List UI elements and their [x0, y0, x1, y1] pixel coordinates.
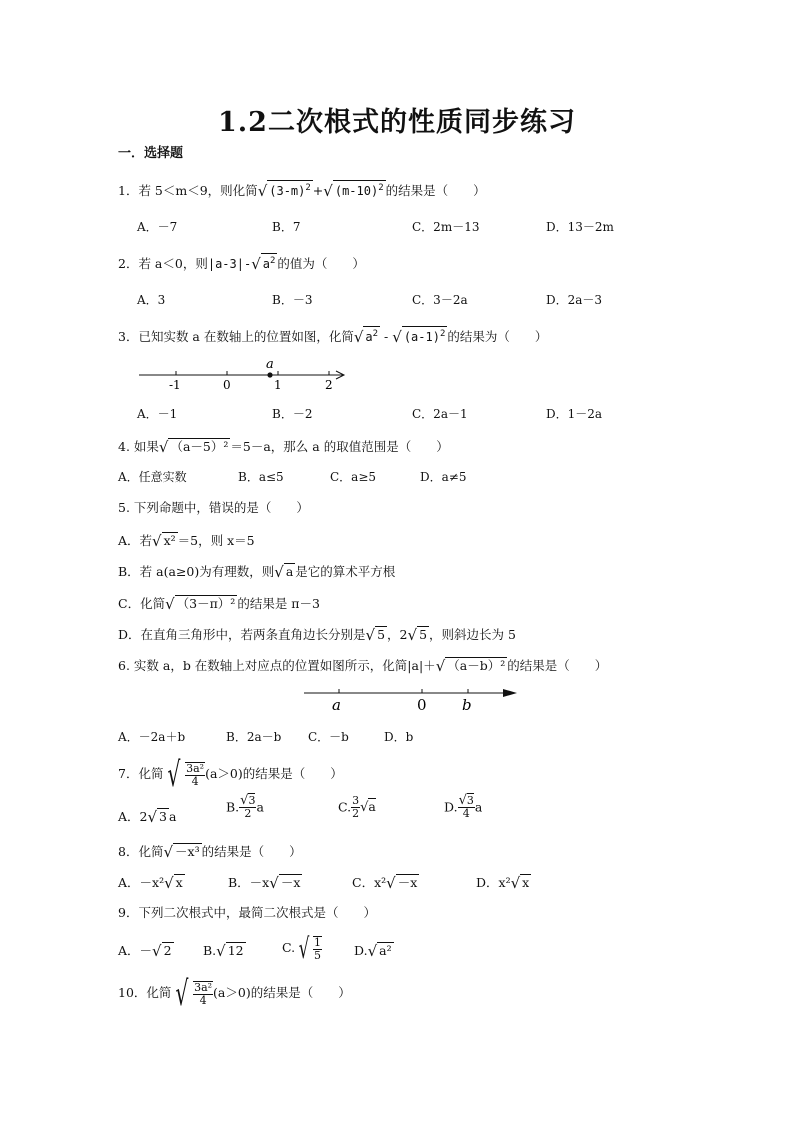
tick-label: 0	[223, 378, 231, 392]
radical-icon: √	[510, 874, 521, 892]
section-heading: 一．选择题	[118, 146, 184, 161]
question-2	[118, 253, 365, 272]
q10-fraction: $\frac{\text{3a²}}{4}$	[194, 980, 213, 1007]
radical-icon: √	[163, 843, 174, 861]
radical-icon: √	[353, 328, 364, 346]
question-5: 5. 下列命题中，错误的是（ ）	[118, 500, 309, 515]
point-a	[267, 372, 272, 377]
q8-radicand: －x³	[175, 844, 200, 859]
q6-option-d[interactable]: D．b	[384, 730, 414, 744]
question-7	[118, 754, 343, 795]
q5-option-b[interactable]: B．若 a(a≥0)为有理数，则√ a 是它的算术平方根	[118, 563, 396, 581]
q4-option-d[interactable]: D．a≠5	[420, 470, 467, 484]
q3-number-line	[135, 355, 355, 395]
radical-icon: √	[365, 626, 376, 644]
radical-icon: √	[147, 808, 158, 826]
q2-radicand: $a^2$	[261, 253, 278, 272]
radical-icon: √	[269, 874, 279, 892]
q8-option-a[interactable]: A．－x²√ x	[118, 874, 183, 892]
tick-label: a	[332, 696, 341, 714]
q2-abs: |a-3|-	[207, 257, 252, 271]
q4-option-b[interactable]: B．a≤5	[238, 470, 284, 484]
q7-option-a[interactable]: A．2√ 3 a	[118, 808, 177, 826]
q6-stem: 6. 实数 a，b 在数轴上对应点的位置如图所示，化简|a|＋	[118, 658, 436, 673]
tick-label: 0	[417, 696, 427, 714]
q6-number-line	[300, 680, 525, 716]
q4-option-a[interactable]: A．任意实数	[118, 470, 187, 484]
q1-stem: 1．若 5＜m＜9，则化简	[118, 183, 258, 198]
radical-icon: √	[435, 657, 446, 675]
radical-icon: √	[360, 800, 369, 815]
q8-stem: 8．化简	[118, 844, 164, 859]
q1-option-d[interactable]: D．13－2m	[546, 220, 614, 234]
q5-option-a[interactable]: A．若√ x² ＝5，则 x＝5	[118, 532, 255, 550]
radical-icon: √	[298, 931, 310, 965]
radical-icon: √	[167, 754, 181, 795]
q2-option-c[interactable]: C．3－2a	[412, 293, 468, 307]
q1-plus: +	[312, 183, 324, 198]
q1-option-a[interactable]: A．－7	[137, 220, 178, 234]
q3-stem: 3．已知实数 a 在数轴上的位置如图，化简	[118, 329, 354, 344]
q6-option-b[interactable]: B．2a－b	[226, 730, 282, 744]
q7-option-c[interactable]: C. $\frac{3}{2}$ √a	[338, 794, 376, 820]
radical-icon: √	[386, 874, 396, 892]
q3-minus: -	[380, 329, 393, 344]
radical-icon: √	[407, 626, 418, 644]
radical-icon: √	[164, 874, 174, 892]
q10-stem: 10．化简	[118, 985, 172, 1000]
arrow-icon	[503, 689, 517, 697]
radical-icon: √	[216, 942, 226, 960]
q8-option-c[interactable]: C．x²√ －x	[352, 874, 418, 892]
radical-icon: √	[158, 438, 169, 456]
q5-option-c[interactable]: C．化简√ （3－π）² 的结果是 π－3	[118, 595, 320, 613]
radical-icon: √	[152, 942, 162, 960]
q1-option-b[interactable]: B．7	[272, 220, 301, 234]
q4-radicand: （a－5）²	[170, 439, 229, 454]
q9-option-b[interactable]: B.√ 12	[203, 942, 244, 960]
q1-tail: 的结果是（ ）	[385, 183, 486, 198]
q7-tail: (a＞0)的结果是（ ）	[205, 766, 343, 781]
q4-tail: ＝5－a，那么 a 的取值范围是（ ）	[230, 439, 449, 454]
q9-option-c[interactable]: C. √ $\frac{1}{5}$	[282, 931, 321, 965]
q3-radicand-2: $(a-1)^2$	[402, 326, 448, 345]
q8-option-d[interactable]: D．x²√ x	[476, 874, 530, 892]
tick-label: 2	[325, 378, 333, 392]
radical-icon: √	[152, 532, 162, 550]
q5-option-d[interactable]: D．在直角三角形中，若两条直角边长分别是√ 5 ，2√ 5 ，则斜边长为 5	[118, 626, 516, 644]
radical-icon: √	[367, 942, 378, 960]
q6-radicand: （a－b）²	[447, 658, 506, 673]
q10-tail: (a＞0)的结果是（ ）	[213, 985, 351, 1000]
question-8	[118, 843, 302, 860]
radical-icon: √	[257, 182, 268, 200]
question-3	[118, 326, 547, 345]
page-title: 1.2二次根式的性质同步练习	[218, 107, 576, 138]
q2-option-d[interactable]: D．2a－3	[546, 293, 603, 307]
q7-option-b[interactable]: B. $\frac{√3}{2}$ a	[226, 793, 264, 820]
q8-option-b[interactable]: B．－x√ －x	[228, 874, 301, 892]
question-9: 9．下列二次根式中，最简二次根式是（ ）	[118, 905, 376, 920]
radical-icon: √	[392, 328, 402, 346]
q1-radicand-2: $(m-10)^2$	[333, 180, 386, 199]
q1-radicand-1: $(3-m)^2$	[267, 180, 313, 199]
radical-icon: √	[274, 563, 284, 581]
q3-option-b[interactable]: B．－2	[272, 407, 313, 421]
point-label: a	[266, 357, 274, 372]
q2-tail: 的值为（ ）	[277, 256, 365, 271]
q3-option-a[interactable]: A．－1	[137, 407, 178, 421]
q9-option-d[interactable]: D.√ a²	[354, 942, 392, 960]
q9-option-a[interactable]: A．－√ 2	[118, 942, 172, 960]
q6-option-c[interactable]: C．－b	[308, 730, 349, 744]
radical-icon: √	[323, 182, 333, 200]
q8-tail: 的结果是（ ）	[201, 844, 302, 859]
q3-option-d[interactable]: D．1－2a	[546, 407, 603, 421]
question-1	[118, 180, 486, 199]
question-10	[118, 973, 351, 1014]
q2-option-a[interactable]: A．3	[137, 293, 166, 307]
q3-option-c[interactable]: C．2a－1	[412, 407, 468, 421]
q1-option-c[interactable]: C．2m－13	[412, 220, 480, 234]
q7-option-d[interactable]: D. $\frac{√3}{4}$ a	[444, 793, 483, 820]
question-4	[118, 438, 449, 455]
q4-option-c[interactable]: C．a≥5	[330, 470, 377, 484]
q3-tail: 的结果为（ ）	[447, 329, 548, 344]
radical-icon: √	[175, 973, 189, 1014]
radical-icon: √	[251, 255, 261, 273]
tick-label: 1	[274, 378, 282, 392]
radical-icon: √	[165, 595, 175, 613]
q6-tail: 的结果是（ ）	[507, 658, 608, 673]
q2-option-b[interactable]: B．－3	[272, 293, 313, 307]
q7-stem: 7．化简	[118, 766, 164, 781]
question-6	[118, 657, 607, 674]
q7-fraction: $\frac{\text{3a²}}{4}$	[186, 761, 205, 788]
tick-label: -1	[169, 378, 181, 392]
tick-label: b	[462, 696, 472, 714]
q4-stem: 4. 如果	[118, 439, 159, 454]
q3-radicand-1: $a^2$	[363, 326, 380, 345]
q2-stem: 2．若 a＜0，则	[118, 256, 208, 271]
q6-option-a[interactable]: A．－2a＋b	[118, 730, 186, 744]
